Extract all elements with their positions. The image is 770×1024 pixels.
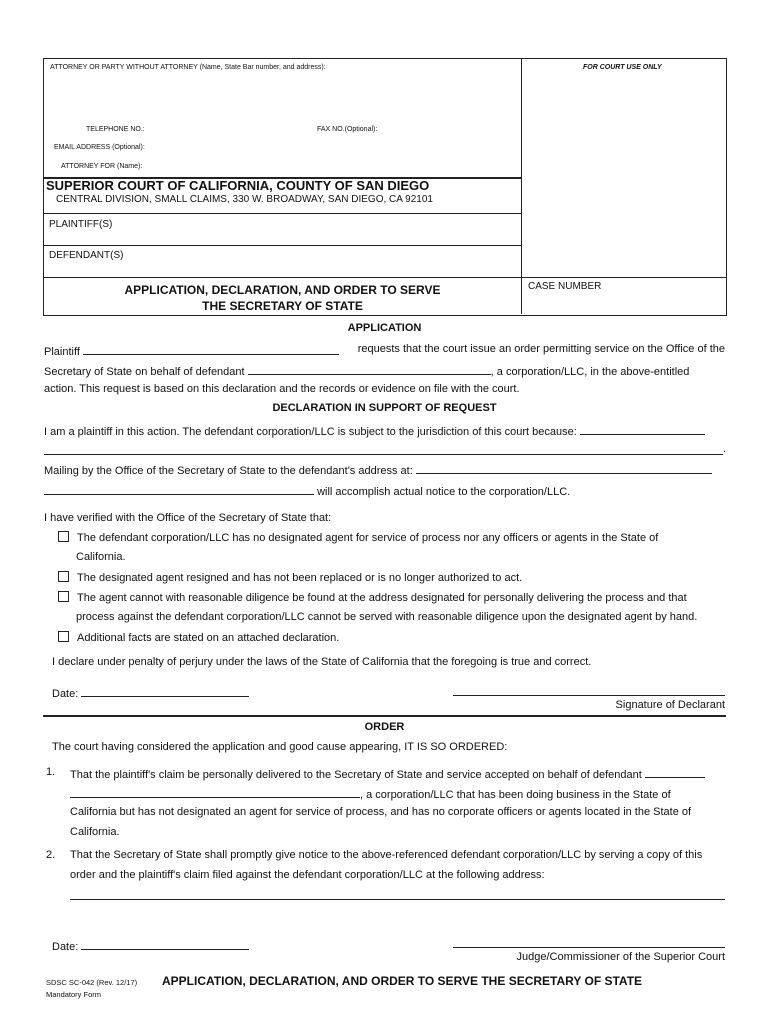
order-item-2-line-a: That the Secretary of State shall promptly give notice to the above-referenced defendant corporation/LLC by serving a copy of this bbox=[70, 849, 703, 861]
order-item-2-line-b: order and the plaintiff's claim filed against the defendant corporation/LLC at the following address: bbox=[70, 869, 545, 881]
application-line-2 bbox=[44, 363, 725, 378]
footer-title: APPLICATION, DECLARATION, AND ORDER TO SERVE THE SECRETARY OF STATE bbox=[162, 974, 643, 988]
order-intro: The court having considered the application and good cause appearing, IT IS SO ORDERED: bbox=[52, 741, 508, 753]
on-behalf-text: Secretary of State on behalf of defendant bbox=[44, 366, 245, 378]
plaintiff-name-field[interactable] bbox=[83, 343, 339, 355]
option-2 bbox=[58, 571, 725, 584]
application-line-1 bbox=[44, 343, 725, 358]
rule bbox=[43, 245, 522, 246]
option-2-checkbox[interactable] bbox=[58, 571, 69, 582]
defendant-name-field[interactable] bbox=[248, 363, 491, 375]
caption-divider bbox=[521, 58, 522, 314]
plaintiff-word: Plaintiff bbox=[44, 346, 80, 358]
signature-label: Signature of Declarant bbox=[615, 699, 725, 711]
option-1 bbox=[58, 531, 725, 544]
option-4-text: Additional facts are stated on an attached declaration. bbox=[77, 632, 340, 644]
form-title-line1: APPLICATION, DECLARATION, AND ORDER TO SERVE bbox=[124, 283, 441, 297]
declaration-date-label: Date: bbox=[52, 688, 79, 700]
option-3-checkbox[interactable] bbox=[58, 591, 69, 602]
option-2-text: The designated agent resigned and has not been replaced or is no longer authorized to act. bbox=[77, 572, 523, 584]
application-line-3: action. This request is based on this declaration and the records or evidence on file with the court. bbox=[44, 383, 520, 395]
fax-label: FAX NO.(Optional): bbox=[317, 126, 378, 133]
court-use-label: FOR COURT USE ONLY bbox=[583, 64, 662, 71]
declarant-signature-field[interactable] bbox=[453, 695, 725, 696]
option-4-checkbox[interactable] bbox=[58, 631, 69, 642]
corporation-text: , a corporation/LLC, in the above-entitled bbox=[490, 366, 690, 378]
court-address: CENTRAL DIVISION, SMALL CLAIMS, 330 W. BROADWAY, SAN DIEGO, CA 92101 bbox=[56, 194, 433, 205]
option-1-text: The defendant corporation/LLC has no designated agent for service of process nor any officers or agents in the State of bbox=[77, 532, 659, 544]
mailing-text: Mailing by the Office of the Secretary of State to the defendant's address at: bbox=[44, 465, 413, 477]
judge-signature-field[interactable] bbox=[453, 947, 725, 948]
telephone-label: TELEPHONE NO.: bbox=[86, 126, 145, 133]
actual-notice-text: will accomplish actual notice to the corporation/LLC. bbox=[317, 486, 571, 498]
rule bbox=[43, 213, 522, 214]
jurisdiction-text: I am a plaintiff in this action. The defendant corporation/LLC is subject to the jurisdiction of this court because: bbox=[44, 426, 577, 438]
order-defendant-field[interactable] bbox=[645, 766, 705, 778]
case-number-label: CASE NUMBER bbox=[528, 281, 602, 292]
mailing-address-field-2[interactable] bbox=[44, 483, 314, 495]
jurisdiction-line bbox=[44, 423, 725, 438]
actual-notice-line bbox=[44, 483, 725, 498]
option-1-text-cont: California. bbox=[76, 551, 126, 563]
request-text: requests that the court issue an order permitting service on the Office of the bbox=[357, 343, 725, 355]
attorney-label: ATTORNEY OR PARTY WITHOUT ATTORNEY (Name, State Bar number, and address): bbox=[50, 64, 326, 71]
rule bbox=[43, 277, 726, 278]
mandatory-form: Mandatory Form bbox=[46, 990, 102, 999]
form-title-line2: THE SECRETARY OF STATE bbox=[202, 299, 363, 313]
section-divider bbox=[43, 715, 726, 717]
service-address-field[interactable] bbox=[70, 899, 725, 900]
form-title bbox=[43, 282, 522, 314]
option-4 bbox=[58, 631, 725, 644]
penalty-statement: I declare under penalty of perjury under the laws of the State of California that the foregoing is true and correct. bbox=[52, 656, 592, 668]
order-item-1-line-b bbox=[70, 786, 725, 801]
judge-label: Judge/Commissioner of the Superior Court bbox=[516, 951, 725, 963]
option-1-checkbox[interactable] bbox=[58, 531, 69, 542]
option-3 bbox=[58, 591, 725, 604]
order-defendant-field-2[interactable] bbox=[70, 786, 360, 798]
defendant-label: DEFENDANT(S) bbox=[49, 250, 124, 261]
order-item-1-line-a bbox=[70, 766, 725, 781]
application-heading: APPLICATION bbox=[347, 322, 422, 334]
order-item-1-line-c: California but has not designated an agent for service of process, and has no corporate officers or agents located in the State of bbox=[70, 806, 692, 818]
order-date-label: Date: bbox=[52, 941, 79, 953]
attorney-for-label: ATTORNEY FOR (Name): bbox=[61, 163, 143, 170]
jurisdiction-period: . bbox=[723, 443, 727, 455]
order-item-2-number: 2. bbox=[46, 849, 56, 861]
jurisdiction-field[interactable] bbox=[580, 423, 705, 435]
form-id: SDSC SC-042 (Rev. 12/17) bbox=[46, 978, 138, 987]
plaintiff-label: PLAINTIFF(S) bbox=[49, 219, 113, 230]
declaration-date-field[interactable] bbox=[81, 685, 249, 697]
declaration-heading: DECLARATION IN SUPPORT OF REQUEST bbox=[272, 402, 497, 414]
declaration-date-line bbox=[52, 685, 725, 700]
order-item-1-text-b: , a corporation/LLC that has been doing business in the State of bbox=[360, 789, 671, 801]
order-item-1-number: 1. bbox=[46, 766, 56, 778]
mailing-address-field[interactable] bbox=[416, 462, 712, 474]
jurisdiction-field-continued[interactable] bbox=[44, 454, 723, 455]
option-3-text: The agent cannot with reasonable diligence be found at the address designated for personally delivering the process and that bbox=[77, 592, 687, 604]
order-item-1-text: That the plaintiff's claim be personally delivered to the Secretary of State and service accepted on behalf of defendant bbox=[70, 769, 642, 781]
email-label: EMAIL ADDRESS (Optional): bbox=[54, 144, 145, 151]
order-item-1-line-d: California. bbox=[70, 826, 120, 838]
option-3-text-cont: process against the defendant corporation/LLC cannot be served with reasonable diligence upon the designated agent by hand. bbox=[76, 611, 698, 623]
verified-text: I have verified with the Office of the Secretary of State that: bbox=[44, 512, 332, 524]
court-name: SUPERIOR COURT OF CALIFORNIA, COUNTY OF SAN DIEGO bbox=[46, 178, 430, 193]
order-heading: ORDER bbox=[364, 721, 405, 733]
order-date-field[interactable] bbox=[81, 938, 249, 950]
mailing-line bbox=[44, 462, 725, 477]
